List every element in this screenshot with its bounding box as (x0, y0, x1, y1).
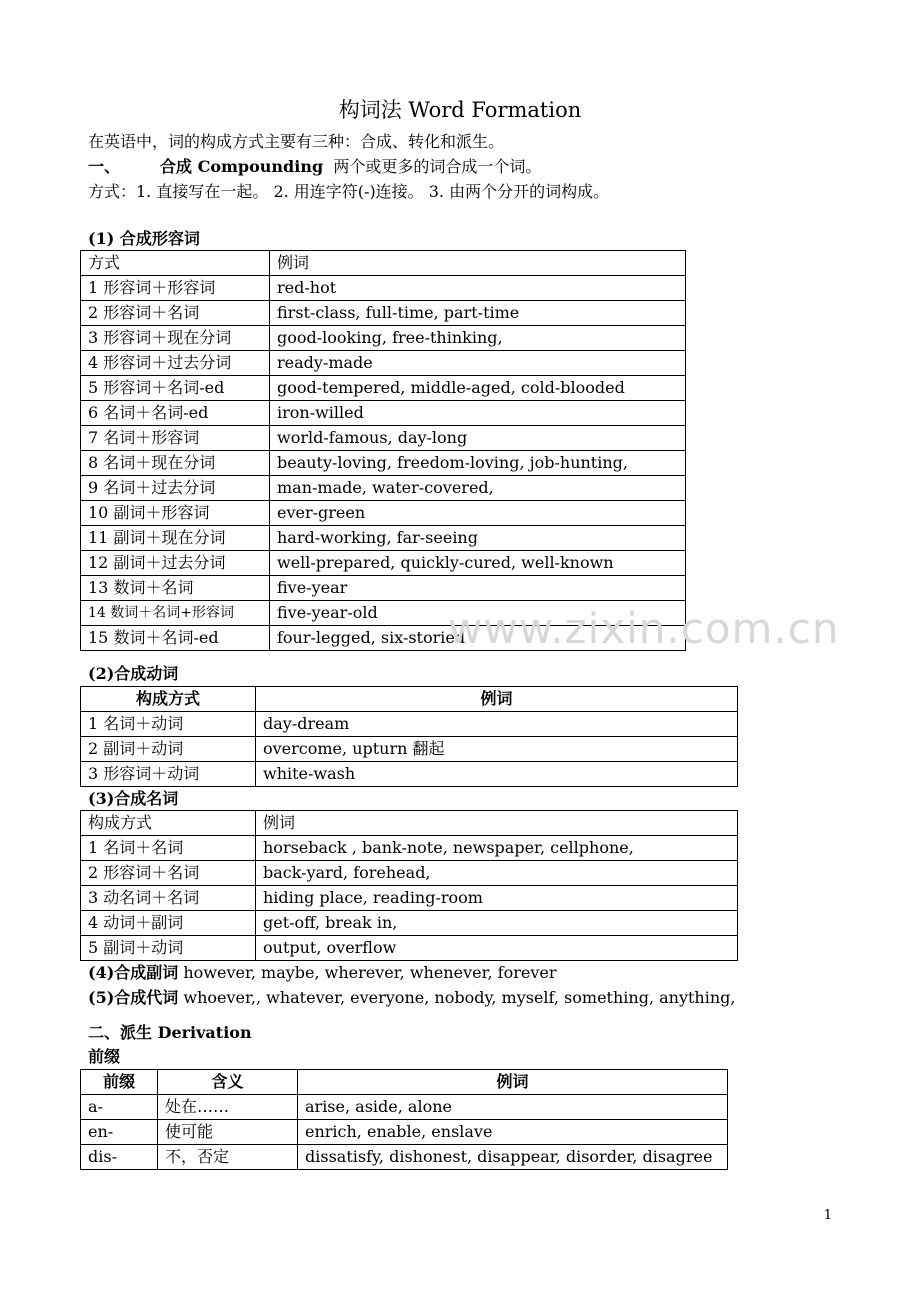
example-cell: ready-made (270, 351, 686, 376)
intro-text: 在英语中，词的构成方式主要有三种：合成、转化和派生。 (88, 132, 505, 151)
table-row (81, 551, 686, 576)
example-cell: hard-working, far-seeing (270, 526, 686, 551)
table-row (81, 861, 738, 886)
pronoun-text: whoever,, whatever, everyone, nobody, myself, something, anything, (183, 988, 736, 1007)
example-cell: get-off, break in, (256, 911, 738, 936)
table-row (81, 737, 738, 762)
example-cell: ever-green (270, 501, 686, 526)
adj-table (80, 250, 686, 651)
method-cell: 14 数词＋名词+形容词 (81, 601, 270, 626)
method-cell: 1 形容词＋形容词 (81, 276, 270, 301)
table-row (81, 911, 738, 936)
method-cell: 1 名词＋名词 (81, 836, 256, 861)
section1-desc: 两个或更多的词合成一个词。 (333, 157, 542, 176)
watermark: www.zixin.com.cn (448, 604, 840, 653)
header-cell: 前缀 (81, 1070, 158, 1095)
table-header-row (81, 1070, 728, 1095)
method-cell: 1 名词＋动词 (81, 712, 256, 737)
meaning-cell: 使可能 (158, 1120, 298, 1145)
method-cell: 12 副词＋过去分词 (81, 551, 270, 576)
table-row (81, 762, 738, 787)
noun-heading: (3)合成名词 (88, 789, 179, 808)
table-row (81, 451, 686, 476)
example-cell: day-dream (256, 712, 738, 737)
table-header-row (81, 811, 738, 836)
prefix-heading: 前缀 (88, 1047, 121, 1066)
table-row (81, 301, 686, 326)
method-cell: 6 名词＋名词-ed (81, 401, 270, 426)
method-cell: 10 副词＋形容词 (81, 501, 270, 526)
prefix-cell: en- (81, 1120, 158, 1145)
noun-table (80, 810, 738, 961)
pronoun-label: (5)合成代词 (88, 988, 179, 1007)
method-cell: 9 名词＋过去分词 (81, 476, 270, 501)
section2-heading: 二、派生 Derivation (88, 1023, 252, 1042)
table-row (81, 576, 686, 601)
prefix-cell: dis- (81, 1145, 158, 1170)
header-cell: 例词 (256, 811, 738, 836)
method-cell: 2 副词＋动词 (81, 737, 256, 762)
prefix-cell: a- (81, 1095, 158, 1120)
method-cell: 15 数词＋名词-ed (81, 626, 270, 651)
meaning-cell: 不，否定 (158, 1145, 298, 1170)
section1-heading (88, 155, 541, 179)
table-header-row (81, 687, 738, 712)
example-cell: hiding place, reading-room (256, 886, 738, 911)
verb-table (80, 686, 738, 787)
header-cell: 含义 (158, 1070, 298, 1095)
header-cell: 例词 (270, 251, 686, 276)
table-row (81, 276, 686, 301)
header-cell: 构成方式 (81, 687, 256, 712)
method-cell: 8 名词＋现在分词 (81, 451, 270, 476)
example-cell: man-made, water-covered, (270, 476, 686, 501)
example-cell: good-looking, free-thinking, (270, 326, 686, 351)
table-row (81, 712, 738, 737)
adverb-line (88, 961, 556, 985)
table-row (81, 376, 686, 401)
header-cell: 方式 (81, 251, 270, 276)
table-row (81, 401, 686, 426)
method-cell: 3 形容词＋现在分词 (81, 326, 270, 351)
prefix-table (80, 1069, 728, 1170)
method-cell: 7 名词＋形容词 (81, 426, 270, 451)
example-cell: white-wash (256, 762, 738, 787)
table-row (81, 1145, 728, 1170)
table-row (81, 351, 686, 376)
example-cell: five-year (270, 576, 686, 601)
adj-heading: (1) 合成形容词 (88, 229, 200, 248)
example-cell: world-famous, day-long (270, 426, 686, 451)
method-cell: 4 形容词＋过去分词 (81, 351, 270, 376)
header-cell: 例词 (256, 687, 738, 712)
example-cell: good-tempered, middle-aged, cold-blooded (270, 376, 686, 401)
table-row (81, 426, 686, 451)
page-title: 构词法 Word Formation (338, 98, 582, 122)
method-cell: 4 动词＋副词 (81, 911, 256, 936)
table-row (81, 936, 738, 961)
methods-text: 方式：1. 直接写在一起。 2. 用连字符(-)连接。 3. 由两个分开的词构成。 (88, 182, 610, 201)
method-cell: 2 形容词＋名词 (81, 861, 256, 886)
section1-title: 合成 Compounding (160, 157, 324, 176)
example-cell: five-year-old (270, 601, 686, 626)
table-row (81, 836, 738, 861)
example-cell: dissatisfy, dishonest, disappear, disorder, disagree (298, 1145, 728, 1170)
example-cell: output, overflow (256, 936, 738, 961)
method-cell: 5 副词＋动词 (81, 936, 256, 961)
example-cell: iron-willed (270, 401, 686, 426)
example-cell: enrich, enable, enslave (298, 1120, 728, 1145)
meaning-cell: 处在…… (158, 1095, 298, 1120)
example-cell: well-prepared, quickly-cured, well-known (270, 551, 686, 576)
adverb-text: however, maybe, wherever, whenever, forever (183, 963, 557, 982)
table-row (81, 326, 686, 351)
page-number: 1 (823, 1208, 832, 1223)
example-cell: arise, aside, alone (298, 1095, 728, 1120)
method-cell: 5 形容词＋名词-ed (81, 376, 270, 401)
example-cell: red-hot (270, 276, 686, 301)
table-row (81, 886, 738, 911)
section1-number: 一、 (88, 157, 121, 176)
method-cell: 3 动名词＋名词 (81, 886, 256, 911)
table-header-row (81, 251, 686, 276)
table-row (81, 526, 686, 551)
method-cell: 11 副词＋现在分词 (81, 526, 270, 551)
table-row (81, 1095, 728, 1120)
example-cell: overcome, upturn 翻起 (256, 737, 738, 762)
method-cell: 13 数词＋名词 (81, 576, 270, 601)
example-cell: horseback , bank-note, newspaper, cellphone, (256, 836, 738, 861)
example-cell: four-legged, six-storied (270, 626, 686, 651)
pronoun-line (88, 986, 735, 1010)
example-cell: first-class, full-time, part-time (270, 301, 686, 326)
example-cell: back-yard, forehead, (256, 861, 738, 886)
verb-heading: (2)合成动词 (88, 664, 179, 683)
header-cell: 构成方式 (81, 811, 256, 836)
method-cell: 3 形容词＋动词 (81, 762, 256, 787)
table-row (81, 476, 686, 501)
adverb-label: (4)合成副词 (88, 963, 179, 982)
method-cell: 2 形容词＋名词 (81, 301, 270, 326)
table-row (81, 1120, 728, 1145)
table-row (81, 501, 686, 526)
example-cell: beauty-loving, freedom-loving, job-hunting, (270, 451, 686, 476)
header-cell: 例词 (298, 1070, 728, 1095)
